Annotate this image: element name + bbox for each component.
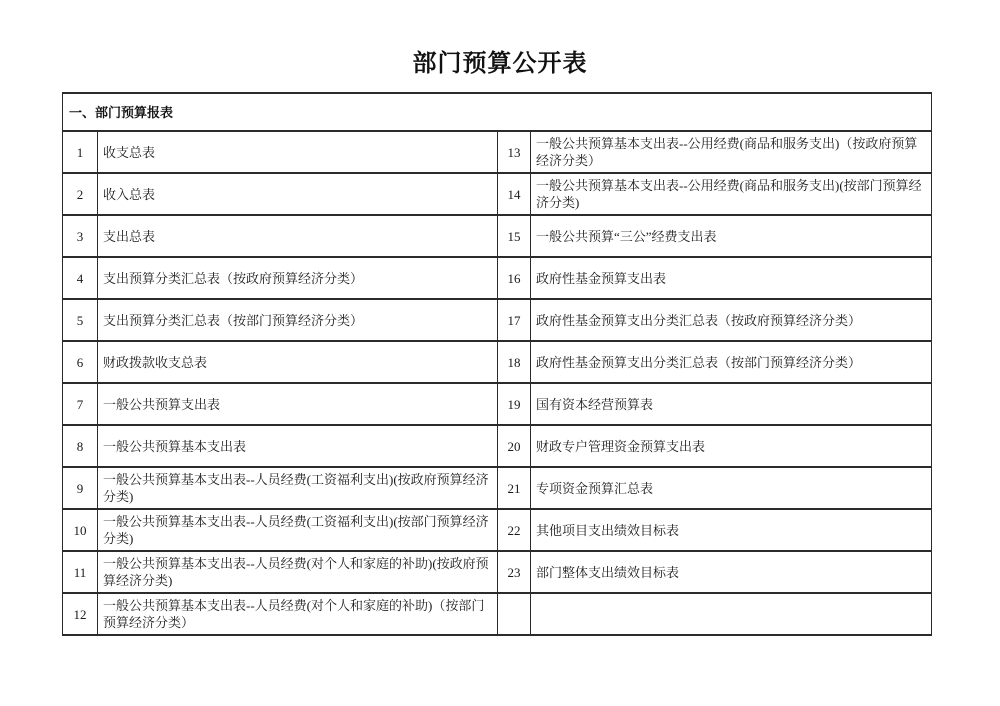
report-name: 一般公共预算基本支出表--公用经费(商品和服务支出)(按部门预算经济分类): [531, 173, 932, 215]
table-row: [63, 551, 932, 593]
report-name: 政府性基金预算支出分类汇总表（按政府预算经济分类）: [531, 299, 932, 341]
report-name: 收入总表: [98, 173, 498, 215]
row-number: 2: [63, 173, 98, 215]
row-number: 7: [63, 383, 98, 425]
row-number: 1: [63, 131, 98, 173]
row-number: 22: [498, 509, 531, 551]
row-number: 18: [498, 341, 531, 383]
table-row: [63, 383, 932, 425]
table-row: [63, 257, 932, 299]
table-row: [63, 425, 932, 467]
row-number: 14: [498, 173, 531, 215]
row-number: 23: [498, 551, 531, 593]
report-name: 财政专户管理资金预算支出表: [531, 425, 932, 467]
budget-report-table: [62, 92, 932, 636]
report-name: 部门整体支出绩效目标表: [531, 551, 932, 593]
table-row: [63, 173, 932, 215]
report-name: 一般公共预算基本支出表--公用经费(商品和服务支出)（按政府预算经济分类）: [531, 131, 932, 173]
page-title: 部门预算公开表: [412, 51, 588, 77]
row-number: 13: [498, 131, 531, 173]
table-row: [63, 593, 932, 635]
report-name: 支出预算分类汇总表（按政府预算经济分类）: [98, 257, 498, 299]
report-name: 一般公共预算基本支出表--人员经费(工资福利支出)(按部门预算经济分类): [98, 509, 498, 551]
section-header-row: [63, 93, 932, 131]
report-name: [531, 593, 932, 635]
row-number: 19: [498, 383, 531, 425]
table-row: [63, 299, 932, 341]
row-number: 9: [63, 467, 98, 509]
report-name: 一般公共预算基本支出表--人员经费(对个人和家庭的补助)(按政府预算经济分类): [98, 551, 498, 593]
report-name: 其他项目支出绩效目标表: [531, 509, 932, 551]
row-number: 3: [63, 215, 98, 257]
row-number: 21: [498, 467, 531, 509]
table-row: [63, 509, 932, 551]
report-name: 政府性基金预算支出分类汇总表（按部门预算经济分类）: [531, 341, 932, 383]
row-number: 12: [63, 593, 98, 635]
row-number: [498, 593, 531, 635]
report-name: 国有资本经营预算表: [531, 383, 932, 425]
report-name: 一般公共预算基本支出表--人员经费(对个人和家庭的补助)（按部门预算经济分类）: [98, 593, 498, 635]
report-name: 支出预算分类汇总表（按部门预算经济分类）: [98, 299, 498, 341]
report-name: 支出总表: [98, 215, 498, 257]
row-number: 11: [63, 551, 98, 593]
row-number: 6: [63, 341, 98, 383]
row-number: 15: [498, 215, 531, 257]
table-row: [63, 215, 932, 257]
report-name: 政府性基金预算支出表: [531, 257, 932, 299]
row-number: 16: [498, 257, 531, 299]
row-number: 10: [63, 509, 98, 551]
table-row: [63, 467, 932, 509]
section-header: 一、部门预算报表: [63, 93, 932, 131]
report-name: 收支总表: [98, 131, 498, 173]
report-name: 一般公共预算基本支出表: [98, 425, 498, 467]
report-name: 专项资金预算汇总表: [531, 467, 932, 509]
row-number: 8: [63, 425, 98, 467]
report-name: 一般公共预算基本支出表--人员经费(工资福利支出)(按政府预算经济分类): [98, 467, 498, 509]
table-row: [63, 131, 932, 173]
table-row: [63, 341, 932, 383]
row-number: 20: [498, 425, 531, 467]
row-number: 4: [63, 257, 98, 299]
row-number: 17: [498, 299, 531, 341]
report-name: 一般公共预算支出表: [98, 383, 498, 425]
report-name: 财政拨款收支总表: [98, 341, 498, 383]
report-name: 一般公共预算“三公”经费支出表: [531, 215, 932, 257]
row-number: 5: [63, 299, 98, 341]
